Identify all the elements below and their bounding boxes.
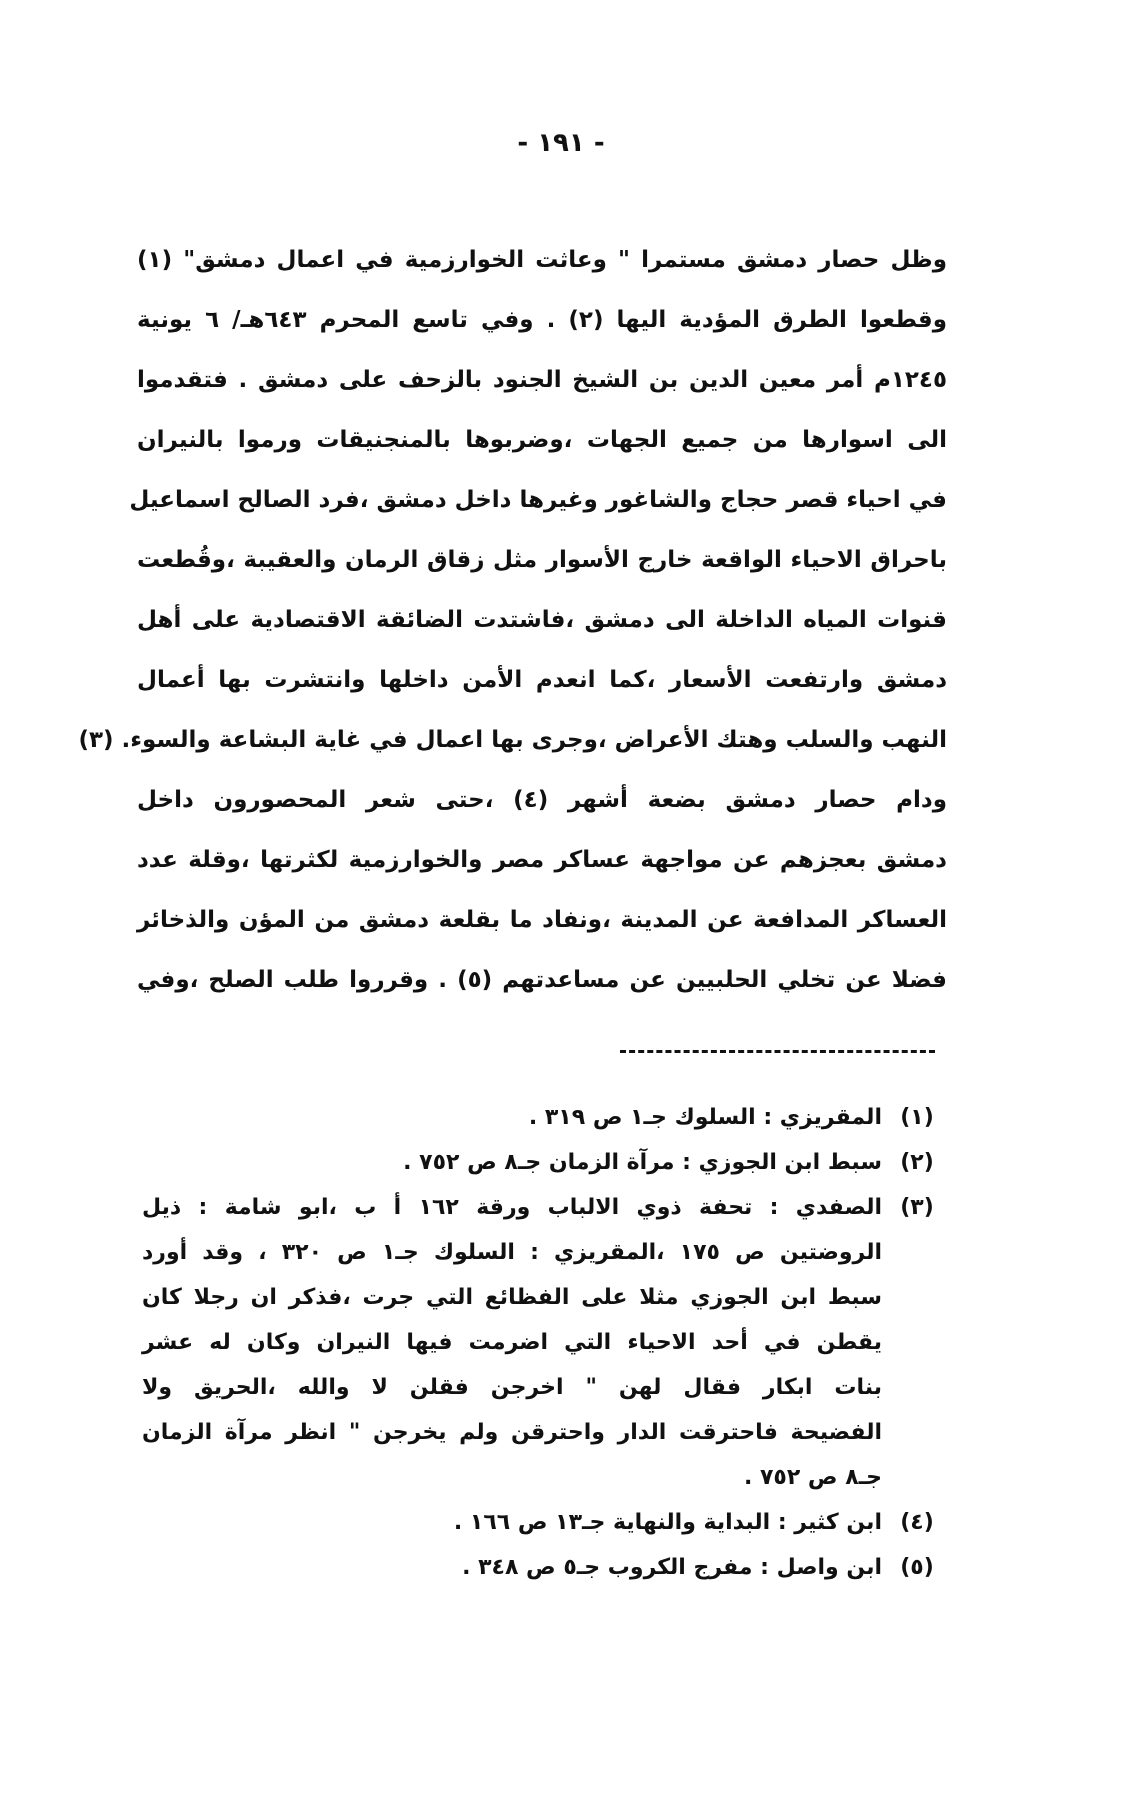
text-line: العساكر المدافعة عن المدينة ،ونفاد ما بقلعة دمشق من المؤن والذخائر	[137, 907, 947, 933]
text-line: ودام حصار دمشق بضعة أشهر (٤) ،حتى شعر المحصورون داخل	[137, 787, 947, 813]
footnote-number: (٤)	[900, 1510, 934, 1535]
text-line: الى اسوارها من جميع الجهات ،وضربوها بالمنجنيقات ورموا بالنيران	[137, 427, 947, 453]
footnote-line: المقريزي : السلوك جـ١ ص ٣١٩ .	[528, 1105, 882, 1130]
main-text	[78, 230, 947, 1010]
footnote-line: بنات ابكار فقال لهن " اخرجن فقلن لا والله ،الحريق ولا	[142, 1375, 882, 1400]
footnote	[142, 1545, 952, 1590]
footnote	[142, 1500, 952, 1545]
footnote-line: يقطن في أحد الاحياء التي اضرمت فيها النيران وكان له عشر	[142, 1330, 882, 1355]
text-line: فضلا عن تخلي الحلبيين عن مساعدتهم (٥) . وقرروا طلب الصلح ،وفي	[137, 967, 947, 993]
footnote-line: الفضيحة فاحترقت الدار واحترقن ولم يخرجن " انظر مرآة الزمان	[142, 1420, 882, 1445]
footnote-line: سبط ابن الجوزي : مرآة الزمان جـ٨ ص ٧٥٢ .	[403, 1150, 882, 1175]
text-line: في احياء قصر حجاج والشاغور وغيرها داخل دمشق ،فرد الصالح اسماعيل	[129, 487, 947, 513]
footnote-text	[142, 1095, 882, 1140]
text-line: دمشق بعجزهم عن مواجهة عساكر مصر والخوارزمية لكثرتها ،وقلة عدد	[137, 847, 947, 873]
footnote-text	[142, 1140, 882, 1185]
footnote	[142, 1140, 952, 1185]
text-line: قنوات المياه الداخلة الى دمشق ،فاشتدت الضائقة الاقتصادية على أهل	[137, 607, 947, 633]
footnote	[142, 1095, 952, 1140]
text-line: وظل حصار دمشق مستمرا " وعاثت الخوارزمية في اعمال دمشق" (١)	[137, 247, 947, 273]
text-line: النهب والسلب وهتك الأعراض ،وجرى بها اعمال في غاية البشاعة والسوء. (٣)	[78, 727, 947, 753]
footnote-number: (١)	[900, 1105, 934, 1130]
footnote-line: الصفدي : تحفة ذوي الالباب ورقة ١٦٢ أ ب ،ابو شامة : ذيل	[142, 1195, 882, 1220]
text-line: وقطعوا الطرق المؤدية اليها (٢) . وفي تاسع المحرم ٦٤٣هـ/ ٦ يونية	[137, 307, 947, 333]
text-line: ١٢٤٥م أمر معين الدين بن الشيخ الجنود بالزحف على دمشق . فتقدموا	[137, 367, 947, 393]
footnote-text	[142, 1545, 882, 1590]
footnote-line: ابن واصل : مفرج الكروب جـ٥ ص ٣٤٨ .	[462, 1555, 882, 1580]
text-line: دمشق وارتفعت الأسعار ،كما انعدم الأمن داخلها وانتشرت بها أعمال	[137, 667, 947, 693]
footnote-line: ابن كثير : البداية والنهاية جـ١٣ ص ١٦٦ .	[453, 1510, 882, 1535]
footnote-number: (٣)	[900, 1195, 934, 1220]
footnote-number: (٥)	[900, 1555, 934, 1580]
footnote-number: (٢)	[900, 1150, 934, 1175]
footnote-line: جـ٨ ص ٧٥٢ .	[743, 1465, 882, 1490]
footnote	[142, 1185, 952, 1500]
footnote-line: الروضتين ص ١٧٥ ،المقريزي : السلوك جـ١ ص ٣٢٠ ، وقد أورد	[142, 1240, 883, 1265]
footnote-line: سبط ابن الجوزي مثلا على الفظائع التي جرت ،فذكر ان رجلا كان	[142, 1285, 882, 1310]
footnotes	[142, 1095, 952, 1590]
footnote-divider	[620, 1050, 935, 1053]
text-line: باحراق الاحياء الواقعة خارج الأسوار مثل زقاق الرمان والعقيبة ،وقُطعت	[137, 547, 947, 573]
footnote-text	[142, 1185, 882, 1500]
footnote-text	[142, 1500, 882, 1545]
page-number: - ١٩١ -	[517, 128, 605, 158]
